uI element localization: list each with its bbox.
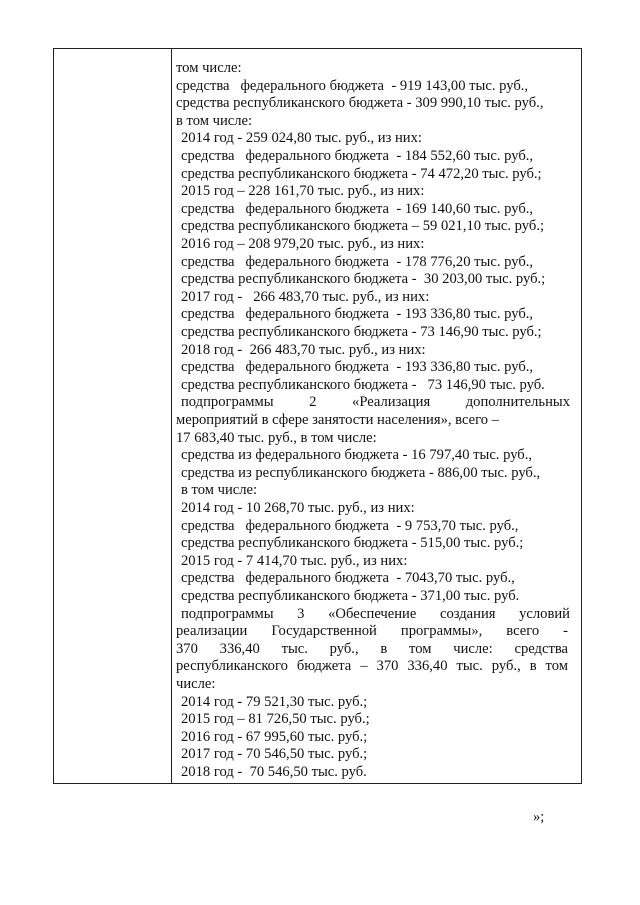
text-line: республиканского бюджета – 370 336,40 тыс. руб., в том: [176, 658, 568, 675]
text-line: числе:: [176, 676, 216, 692]
text-line: средства федерального бюджета - 9 753,70 тыс. руб.,: [181, 517, 519, 534]
text-line: реализации Государственной программы», всего -: [176, 623, 568, 640]
text-line: средства республиканского бюджета - 371,00 тыс. руб.: [181, 588, 520, 604]
text-line: средства республиканского бюджета – 59 021,10 тыс. руб.;: [181, 218, 545, 235]
text-line: средства федерального бюджета - 178 776,20 тыс. руб.,: [181, 253, 534, 270]
table-left-column: [54, 49, 172, 783]
text-line: том числе:: [176, 60, 242, 76]
text-line: 2014 год - 10 268,70 тыс. руб., из них:: [181, 500, 415, 516]
text-line: 2016 год – 208 979,20 тыс. руб., из них:: [181, 236, 425, 252]
text-line: средства федерального бюджета - 919 143,00 тыс. руб.,: [176, 77, 529, 94]
text-line: средства республиканского бюджета - 73 146,90 тыс. руб.;: [181, 324, 542, 340]
text-line: в том числе:: [181, 482, 258, 499]
text-line: средства федерального бюджета - 184 552,60 тыс. руб.,: [181, 148, 534, 164]
text-line: 2016 год - 67 995,60 тыс. руб.;: [181, 728, 368, 745]
table-right-column: [172, 49, 581, 783]
text-line: 2017 год - 70 546,50 тыс. руб.;: [181, 746, 368, 763]
text-line: средства федерального бюджета - 193 336,80 тыс. руб.,: [181, 306, 534, 323]
text-line: 2014 год - 79 521,30 тыс. руб.;: [181, 693, 368, 710]
text-line: 2015 год – 228 161,70 тыс. руб., из них:: [181, 183, 425, 200]
text-line: средства республиканского бюджета - 515,00 тыс. руб.;: [181, 535, 524, 552]
text-line: 2017 год - 266 483,70 тыс. руб., из них:: [181, 288, 430, 305]
text-line: средства республиканского бюджета - 73 146,90 тыс. руб.: [181, 376, 545, 393]
text-line: средства республиканского бюджета - 30 203,00 тыс. руб.;: [181, 271, 546, 288]
text-line: 2014 год - 259 024,80 тыс. руб., из них:: [181, 130, 422, 147]
text-line: средства федерального бюджета - 7043,70 тыс. руб.,: [181, 570, 515, 587]
text-line: 2018 год - 70 546,50 тыс. руб.: [181, 764, 367, 780]
text-line: 2018 год - 266 483,70 тыс. руб., из них:: [181, 341, 426, 358]
text-line: 2015 год - 7 414,70 тыс. руб., из них:: [181, 552, 408, 569]
text-line: средства республиканского бюджета - 309 990,10 тыс. руб.,: [176, 95, 544, 112]
text-line: 17 683,40 тыс. руб., в том числе:: [176, 429, 377, 446]
text-line: 2015 год – 81 726,50 тыс. руб.;: [181, 711, 370, 728]
text-line: в том числе:: [176, 112, 253, 129]
closing-quote-mark: »;: [533, 809, 545, 825]
text-line: средства федерального бюджета - 169 140,60 тыс. руб.,: [181, 200, 534, 217]
text-line: подпрограммы 2 «Реализация дополнительных: [181, 394, 570, 411]
text-line: средства республиканского бюджета - 74 472,20 тыс. руб.;: [181, 165, 542, 182]
text-line: средства из республиканского бюджета - 886,00 тыс. руб.,: [181, 464, 541, 481]
text-line: средства федерального бюджета - 193 336,80 тыс. руб.,: [181, 359, 534, 376]
text-line: подпрограммы 3 «Обеспечение создания условий: [181, 605, 570, 622]
text-line: мероприятий в сфере занятости населения», всего –: [176, 412, 499, 428]
text-line: 370 336,40 тыс. руб., в том числе: средства: [176, 640, 568, 657]
text-line: средства из федерального бюджета - 16 797,40 тыс. руб.,: [181, 447, 533, 464]
program-table: [53, 48, 582, 784]
